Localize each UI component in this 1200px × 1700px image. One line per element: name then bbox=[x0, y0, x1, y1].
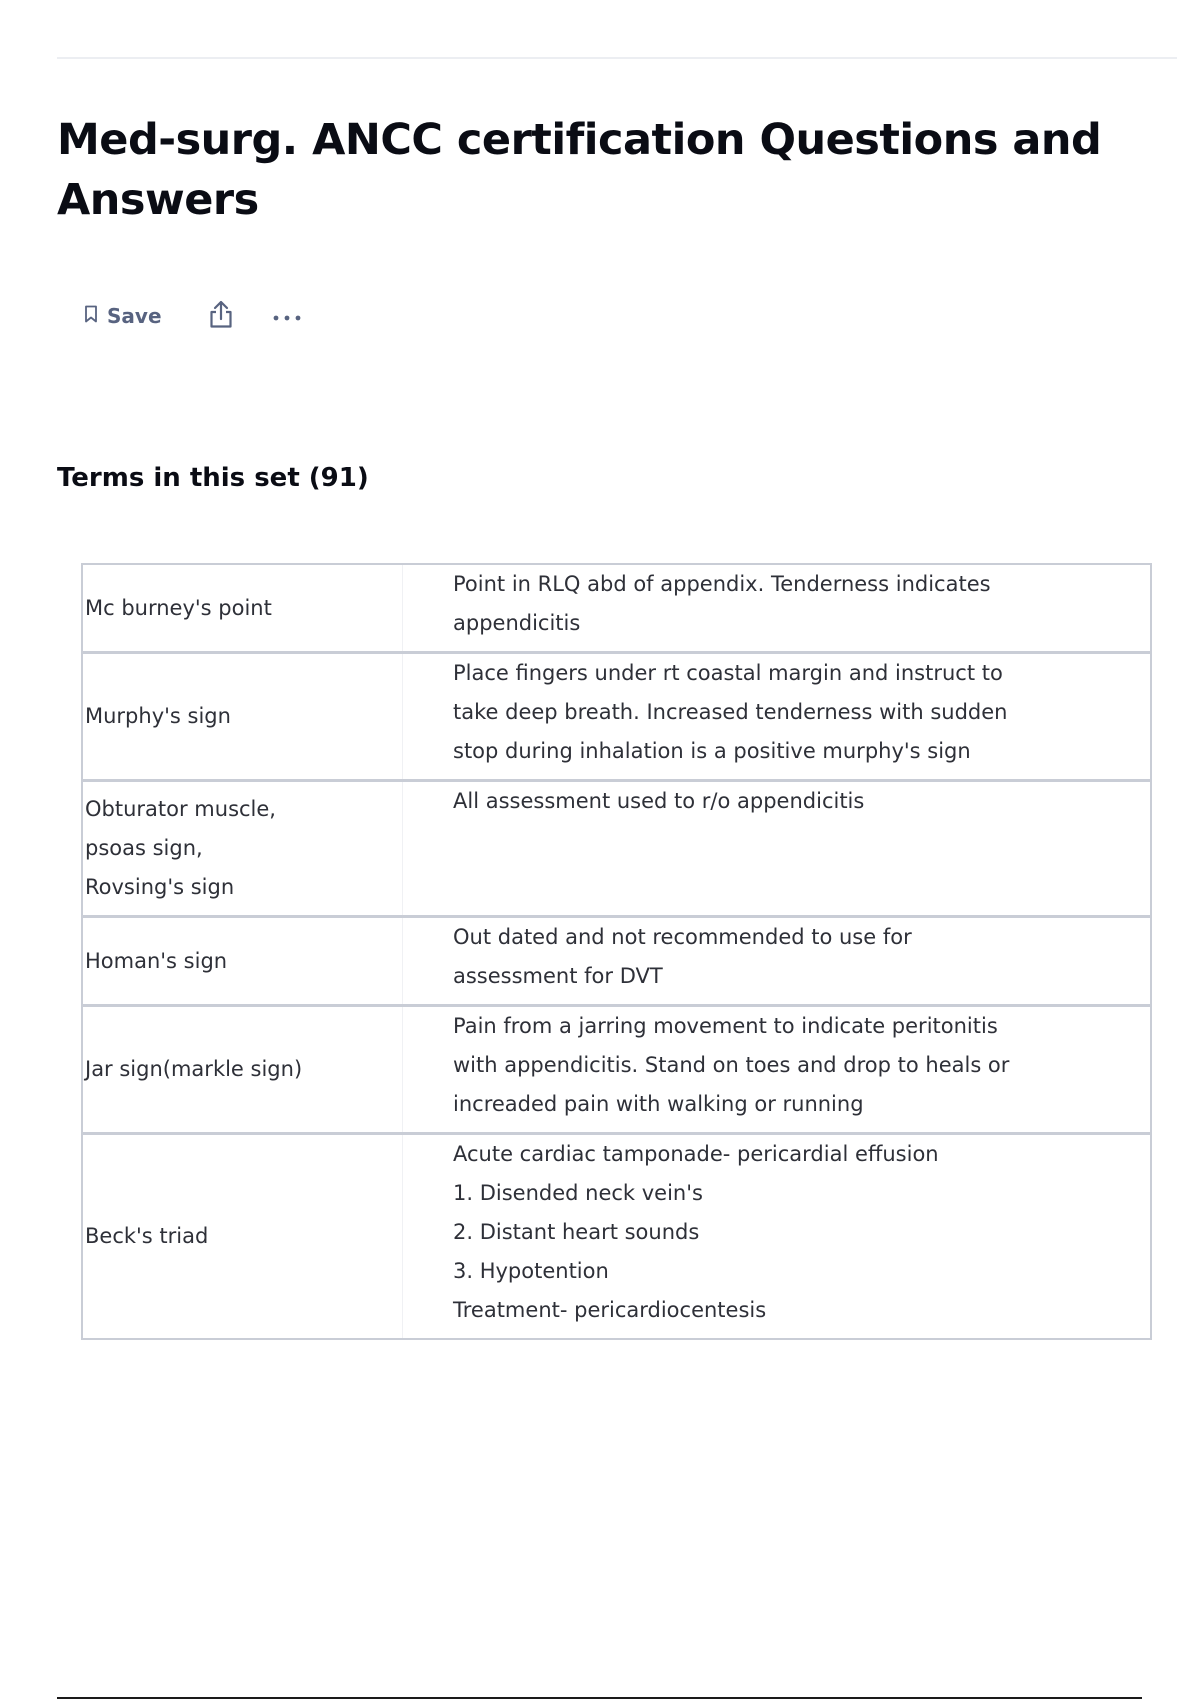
term-row bbox=[83, 915, 1150, 1004]
set-toolbar bbox=[84, 296, 302, 336]
definition-text: Point in RLQ abd of appendix. Tenderness indicates appendicitis bbox=[453, 572, 991, 635]
terms-heading: Terms in this set (91) bbox=[57, 463, 369, 493]
more-horizontal-icon bbox=[272, 307, 302, 326]
term-row bbox=[83, 1004, 1150, 1132]
term-row bbox=[83, 779, 1150, 915]
term-text: Mc burney's point bbox=[83, 565, 403, 651]
more-options-button[interactable] bbox=[272, 307, 302, 326]
terms-table bbox=[81, 563, 1152, 1340]
top-divider bbox=[57, 57, 1177, 59]
term-text: Obturator muscle, psoas sign, Rovsing's sign bbox=[83, 782, 403, 915]
definition-text: Out dated and not recommended to use for assessment for DVT bbox=[453, 925, 912, 988]
share-button[interactable] bbox=[208, 299, 234, 333]
definition-text: All assessment used to r/o appendicitis bbox=[453, 789, 865, 813]
definition-text: Pain from a jarring movement to indicate peritonitis with appendicitis. Stand on toes and drop to heals or increaded pain with walking or running bbox=[453, 1014, 1010, 1116]
term-row bbox=[83, 565, 1150, 651]
bottom-divider bbox=[57, 1697, 1142, 1699]
share-icon bbox=[208, 299, 234, 333]
definition-text: Place fingers under rt coastal margin and instruct to take deep breath. Increased tenderness with sudden stop during inhalation is a positive murphy's sign bbox=[453, 661, 1008, 763]
term-text: Homan's sign bbox=[83, 918, 403, 1004]
page-title: Med-surg. ANCC certification Questions and Answers bbox=[57, 115, 1102, 225]
term-row bbox=[83, 1132, 1150, 1338]
term-text: Murphy's sign bbox=[83, 654, 403, 779]
term-text: Jar sign(markle sign) bbox=[83, 1007, 403, 1132]
bookmark-icon bbox=[84, 305, 98, 327]
save-button[interactable] bbox=[84, 304, 162, 328]
definition-text: Acute cardiac tamponade- pericardial effusion 1. Disended neck vein's 2. Distant heart sounds 3. Hypotention Treatment- pericardiocentesis bbox=[453, 1142, 939, 1322]
term-text: Beck's triad bbox=[83, 1135, 403, 1338]
save-label: Save bbox=[107, 304, 162, 328]
term-row bbox=[83, 651, 1150, 779]
